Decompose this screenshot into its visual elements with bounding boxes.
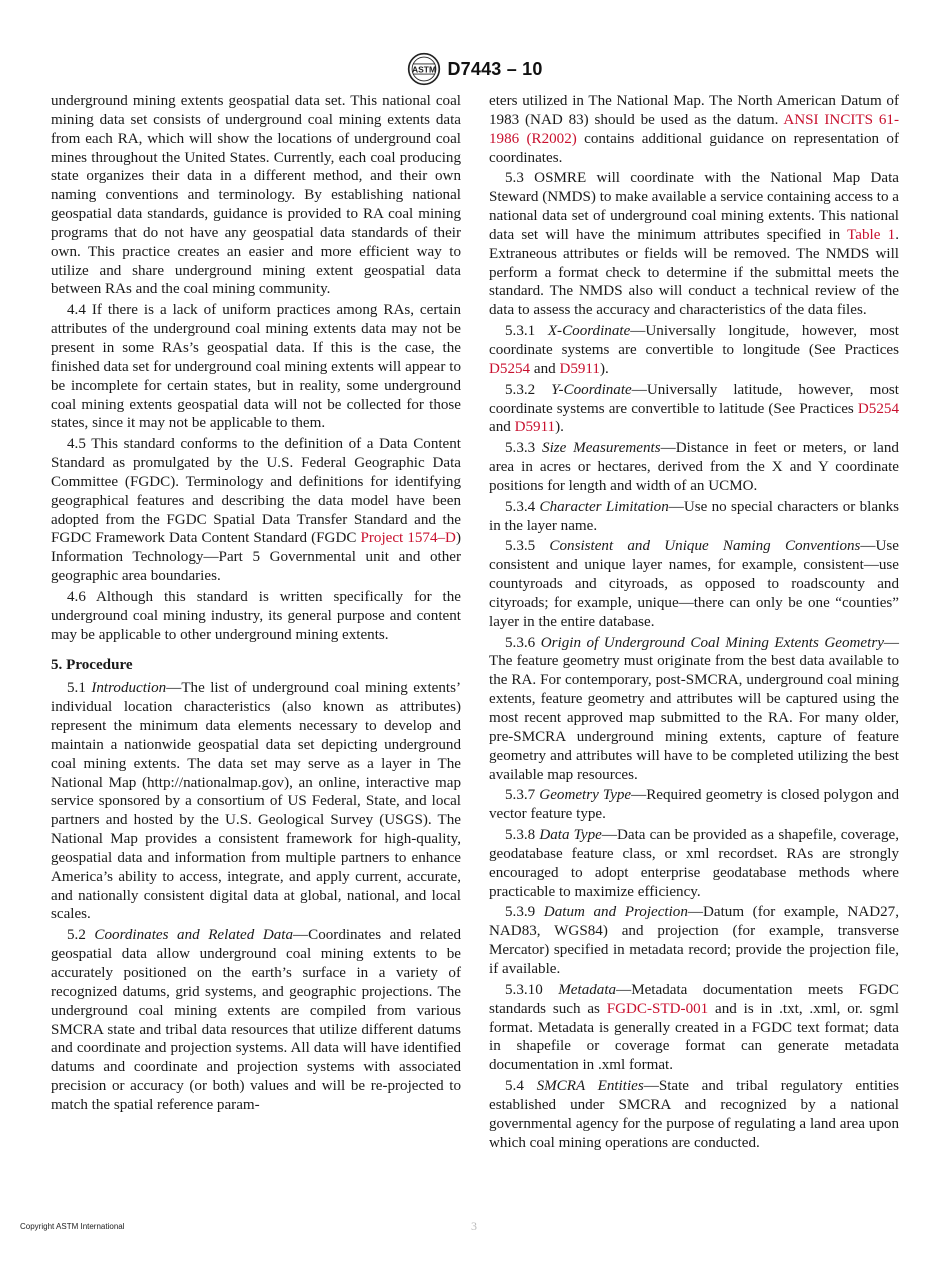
ansi-incits-link[interactable]: ANSI INCITS 61-1986 (R2002) [489, 111, 899, 147]
right-column [489, 92, 899, 1154]
paragraph-5-3-3: 5.3.3 Size Measurements—Distance in feet or meters, or land area in acres or hectares, derived from the X and Y coordinate positions for length and width of an UCMO. [489, 440, 899, 494]
paragraph-5-3-9: 5.3.9 Datum and Projection—Datum (for example, NAD27, NAD83, WGS84) and projection (for example, transverse Mercator) specified in metadata record; provide the projection file, if available. [489, 904, 899, 977]
paragraph-4-5: 4.5 This standard conforms to the definition of a Data Content Standard as promulgated by the U.S. Federal Geographic Data Committee (FGDC). Terminology and definitions for identifying geographical features and describing the data model have been adopted from the FGDC Spatial Data Transfer Standard and the FGDC Framework Data Content Standard (FGDC Project 1574–D) Information Technology—Part 5 Governmental unit and other geographic area boundaries. [51, 436, 461, 585]
document-number: D7443 – 10 [447, 58, 543, 79]
project-1574-d-link[interactable]: Project 1574–D [360, 530, 456, 547]
paragraph-4-4: 4.4 If there is a lack of uniform practices among RAs, certain attributes of the underground coal mining extents data may not be present in some RAs’s geospatial data. If this is the case, the finished data set for underground coal mining extents will appear to be incomplete for certain states, but in reality, some underground coal mining extents geospatial data will not be collected for those states, since it may not be applicable to them. [51, 302, 461, 432]
svg-text:ASTM: ASTM [412, 64, 437, 75]
paragraph-5-3-10: 5.3.10 Metadata—Metadata documentation meets FGDC standards such as FGDC-STD-001 and is in .txt, .xml, or. sgml format. Metadata is generally created in a FGDC text format; data in shapefile or coverage format can generate metadata documentation in .xml format. [489, 981, 899, 1074]
paragraph-5-3-5: 5.3.5 Consistent and Unique Naming Conventions—Use consistent and unique layer names, for example, consistent—use countyroads and cityroads, as opposed to roadscounty and cityroads; for example, unique—there can only be one “counties” layer in the entire database. [489, 538, 899, 630]
d5911-link[interactable]: D5911 [559, 360, 600, 377]
fgdc-std-001-link[interactable]: FGDC-STD-001 [606, 1000, 709, 1017]
page-header [0, 52, 950, 86]
paragraph-5-3-7: 5.3.7 Geometry Type—Required geometry is closed polygon and vector feature type. [489, 787, 899, 823]
section-heading-procedure: 5. Procedure [51, 657, 133, 674]
paragraph-5-3: 5.3 OSMRE will coordinate with the National Map Data Steward (NMDS) to make available a service containing access to a national data set of underground coal mining extents. This national data set will have the minimum attributes specified in Table 1. Extraneous attributes or fields will be removed. The NMDS will perform a format check to determine if the submittal meets the standard. The NMDS also will conduct a technical review of the data to assess the accuracy and characteristics of the data files. [489, 170, 899, 319]
table-1-link[interactable]: Table 1 [847, 226, 896, 243]
d5254-link[interactable]: D5254 [489, 360, 531, 377]
paragraph-5-1: 5.1 Introduction—The list of underground coal mining extents’ individual location characteristics (also known as attributes) represent the minimum data elements necessary to develop and maintain a nationwide geospatial data set depicting underground coal mining extents. The data set may serve as a layer in The National Map (http://nationalmap.gov), an online, interactive map service sponsored by a consortium of US Federal, State, and local partners and hosted by the U.S. Geological Survey (USGS). The National Map provides a consistent framework for high-quality, geospatial data and information from multiple partners to enhance America’s ability to access, integrate, and apply current, accurate, and nationally consistent digital data at global, national, and local scales. [51, 680, 461, 923]
paragraph-5-2-continued: eters utilized in The National Map. The North American Datum of 1983 (NAD 83) should be used as the datum. ANSI INCITS 61-1986 (R2002) contains additional guidance on representation of coordinates. [489, 93, 899, 166]
d5254-link[interactable]: D5254 [857, 400, 899, 417]
paragraph-4-6: 4.6 Although this standard is written specifically for the underground coal mining industry, its general purpose and content may be applicable to other underground mining extents. [51, 588, 461, 643]
left-column [51, 92, 461, 1117]
d5911-link[interactable]: D5911 [514, 419, 556, 436]
paragraph-4-3-continued: underground mining extents geospatial data set. This national coal mining data set consists of underground coal mining extents data from each RA, which will show the locations of underground coal mines throughout the United States. Currently, each coal producing state organizes their data in a different method, and their own naming conventions and terminology. By establishing national geospatial data standards, guidance is provided to RA coal mining programs that do not have any geospatial data standards of their own. This practice creates an easier and more efficient way to utilize and share underground mining extent geospatial data between RAs and the coal mining community. [51, 93, 461, 298]
paragraph-5-3-2: 5.3.2 Y-Coordinate—Universally latitude, however, most coordinate systems are convertible to latitude (See Practices D5254 and D5911). [489, 381, 899, 436]
paragraph-5-3-6: 5.3.6 Origin of Underground Coal Mining Extents Geometry—The feature geometry must originate from the best data available to the RA. For contemporary, post-SMCRA, underground coal mining extents, feature geometry and attributes will be captured using the most recent approved map submitted to the RA. For many older, pre-SMCRA underground mining extents, capture of feature geometry and attributes will have to be completed utilizing the best available map resources. [489, 634, 899, 783]
astm-logo-icon [407, 52, 441, 86]
paragraph-5-3-4: 5.3.4 Character Limitation—Use no special characters or blanks in the layer name. [489, 498, 899, 534]
paragraph-5-3-1: 5.3.1 X-Coordinate—Universally longitude, however, most coordinate systems are convertible to longitude (See Practices D5254 and D5911). [489, 323, 899, 377]
paragraph-5-4: 5.4 SMCRA Entities—State and tribal regulatory entities established under SMCRA and recognized by a national governmental agency for the purpose of regulating a land area upon which coal mining operations are conducted. [489, 1078, 899, 1151]
copyright-footer: Copyright ASTM International [20, 1222, 125, 1231]
paragraph-5-3-8: 5.3.8 Data Type—Data can be provided as a shapefile, coverage, geodatabase feature class, or xml recordset. RAs are strongly encouraged to adopt enterprise geodatabase methods where practicable to maximize efficiency. [489, 827, 899, 900]
paragraph-5-2: 5.2 Coordinates and Related Data—Coordinates and related geospatial data allow underground coal mining extents to be accurately positioned on the earth’s surface in a variety of recognized datums, grid systems, and geographic projections. The underground coal mining extents are compiled from various SMCRA state and tribal data resources that utilize different datums and coordinate and projection systems. All data will have identified datums and coordinate and projection systems with associated precision or accuracy (or both) values and will be re-projected to match the spatial reference param- [51, 927, 461, 1113]
page-number: 3 [471, 1219, 477, 1233]
